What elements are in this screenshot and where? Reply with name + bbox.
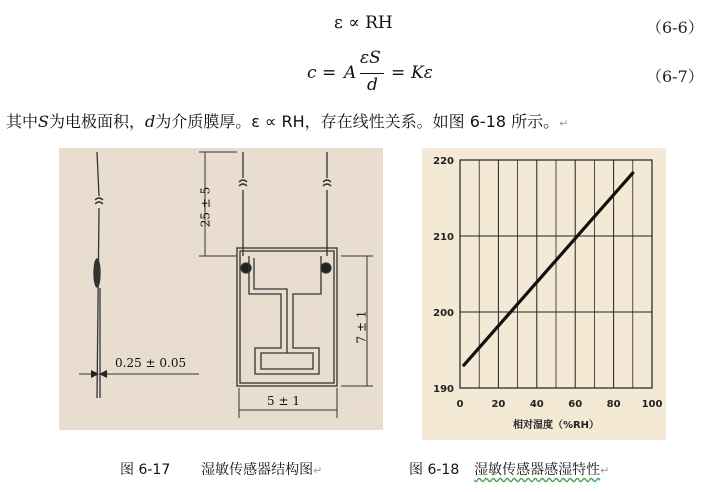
- eq-A: A: [344, 63, 357, 83]
- caption-6-17-text: 湿敏传感器结构图: [201, 462, 314, 478]
- dim-label-thickness: 0.25 ± 0.05: [115, 356, 187, 370]
- series-line: [464, 173, 633, 365]
- y-tick-label: 200: [433, 308, 454, 319]
- caption-6-18-text: 湿敏传感器感湿特性: [474, 462, 601, 478]
- x-tick-label: 100: [641, 399, 663, 410]
- equation-6-7-number: （6-7）: [646, 67, 704, 86]
- caption-fig-6-17: [120, 459, 322, 479]
- paragraph-mark: ↵: [559, 117, 569, 130]
- y-tick-label: 210: [433, 232, 454, 243]
- body-paragraph: [6, 109, 568, 132]
- eq-c: c: [307, 63, 317, 83]
- caption-fig-6-18: [409, 459, 609, 479]
- front-view: [237, 152, 337, 386]
- dim-label-top: 25 ± 5: [198, 186, 213, 228]
- eq-fraction-bar: [360, 73, 384, 74]
- para-symbol-d: d: [145, 112, 156, 131]
- caption-6-17-number: 图 6-17: [120, 462, 171, 478]
- caption-6-18-mark: ↵: [600, 464, 610, 477]
- equation-6-6-number: （6-6）: [646, 18, 704, 37]
- equation-6-6-text: ε ∝ RH: [334, 13, 393, 33]
- x-tick-label: 40: [529, 399, 544, 410]
- x-tick-label: 0: [456, 399, 464, 410]
- y-tick-label: 190: [433, 384, 454, 395]
- structure-drawing: [59, 148, 383, 430]
- equation-6-6: [334, 13, 393, 33]
- eq-fraction-numerator: εS: [360, 48, 381, 68]
- x-tick-label: 80: [606, 399, 621, 410]
- para-part-3: 为介质膜厚。ε ∝ RH，存在线性关系。如图 6-18 所示。: [155, 112, 560, 131]
- dim-label-right: 7 ± 1: [354, 310, 369, 344]
- para-part-1: 其中: [6, 112, 39, 131]
- caption-6-17-mark: ↵: [313, 464, 323, 477]
- eq-fraction-denominator: d: [367, 75, 378, 95]
- side-view: [94, 152, 103, 398]
- y-tick-label: 220: [433, 156, 454, 167]
- eq-rhs: Kε: [411, 63, 433, 83]
- x-axis-label: 相对湿度（%RH）: [512, 420, 600, 431]
- x-tick-label: 60: [568, 399, 583, 410]
- eq-equals-2: =: [391, 63, 406, 83]
- figure-6-18-image: [422, 148, 666, 440]
- para-part-2: 为电极面积，: [48, 112, 145, 131]
- eq-equals-1: =: [322, 63, 337, 83]
- caption-6-18-number: 图 6-18: [409, 462, 460, 478]
- figure-6-17-image: [59, 148, 383, 430]
- x-tick-label: 20: [491, 399, 506, 410]
- para-symbol-S: S: [38, 112, 49, 131]
- dim-label-width: 5 ± 1: [267, 394, 300, 408]
- humidity-chart: [422, 148, 666, 440]
